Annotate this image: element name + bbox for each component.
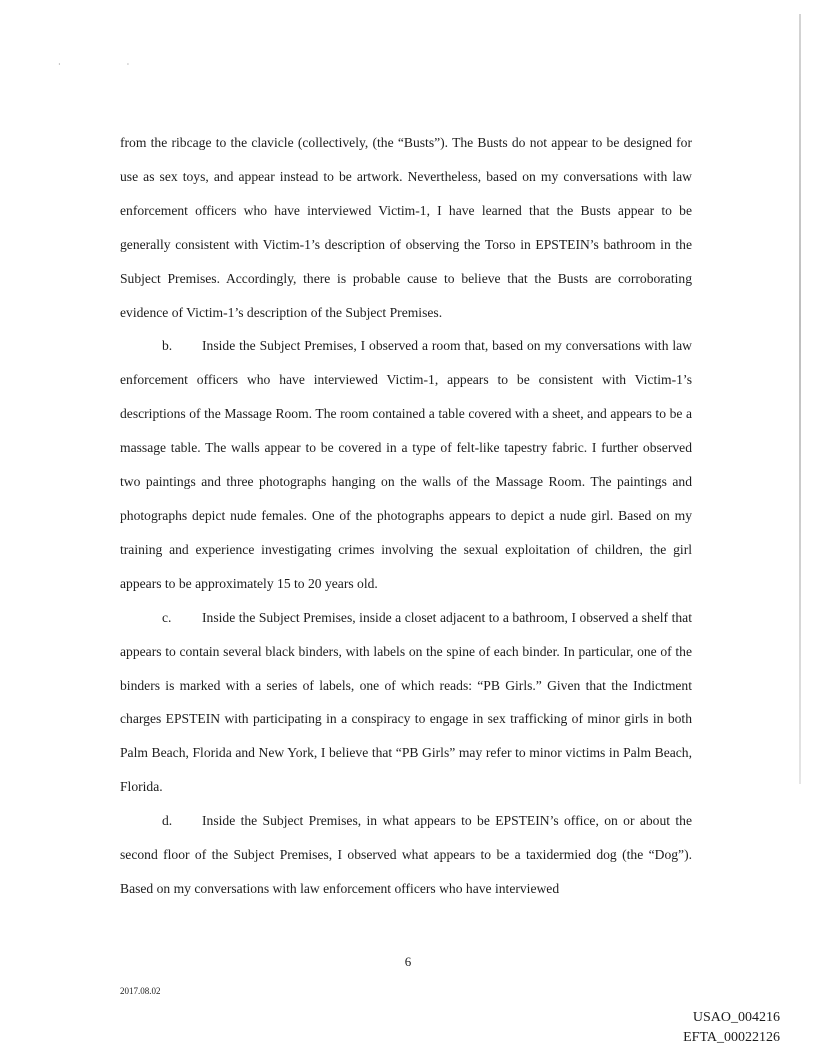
paragraph-text: Inside the Subject Premises, inside a closet adjacent to a bathroom, I observed a shelf that appears to contain several black binders, with labels on the spine of each binder. In particular, one of the binders is marked with a series of labels, one of which reads: “PB Girls.” Given that the Indictment charges EPSTEIN with participating in a conspiracy to engage in sex trafficking of minor girls in both Palm Beach, Florida and New York, I believe that “PB Girls” may refer to minor victims in Palm Beach, Florida. xyxy=(120,609,692,795)
bates-number-efta: EFTA_00022126 xyxy=(683,1030,780,1045)
date-code: 2017.08.02 xyxy=(120,986,161,996)
body-text xyxy=(120,126,692,906)
paragraph-label: c. xyxy=(162,609,172,625)
paragraph-continuation xyxy=(120,126,692,329)
scan-specks: · · xyxy=(58,60,162,69)
bates-number-usao: USAO_004216 xyxy=(692,1010,780,1025)
paragraph-b xyxy=(120,329,692,600)
paragraph-c xyxy=(120,601,692,804)
paragraph-text: Inside the Subject Premises, I observed a room that, based on my conversations with law enforcement officers who have interviewed Victim-1, appears to be consistent with Victim-1’s descriptions of the Massage Room. The room contained a table covered with a sheet, and appears to be a massage table. The walls appear to be covered in a type of felt-like tapestry fabric. I further observed two paintings and three photographs hanging on the walls of the Massage Room. The paintings and photographs depict nude females. One of the photographs appears to depict a nude girl. Based on my training and experience investigating crimes involving the sexual exploitation of children, the girl appears to be approximately 15 to 20 years old. xyxy=(120,338,692,591)
paragraph-label: d. xyxy=(162,813,173,829)
page-number: 6 xyxy=(404,954,412,969)
paragraph-label: b. xyxy=(162,338,173,354)
paragraph-d xyxy=(120,804,692,906)
paragraph-text: from the ribcage to the clavicle (collectively, (the “Busts”). The Busts do not appear to be designed for use as sex toys, and appear instead to be artwork. Nevertheless, based on my conversations with law enforcement officers who have interviewed Victim-1, I have learned that the Busts appear to be generally consistent with Victim-1’s description of observing the Torso in EPSTEIN’s bathroom in the Subject Premises. Accordingly, there is probable cause to believe that the Busts are corroborating evidence of Victim-1’s description of the Subject Premises. xyxy=(120,135,692,320)
scan-edge-line xyxy=(799,14,801,784)
paragraph-text: Inside the Subject Premises, in what appears to be EPSTEIN’s office, on or about the second floor of the Subject Premises, I observed what appears to be a taxidermied dog (the “Dog”). Based on my conversations with law enforcement officers who have interviewed xyxy=(120,813,692,896)
